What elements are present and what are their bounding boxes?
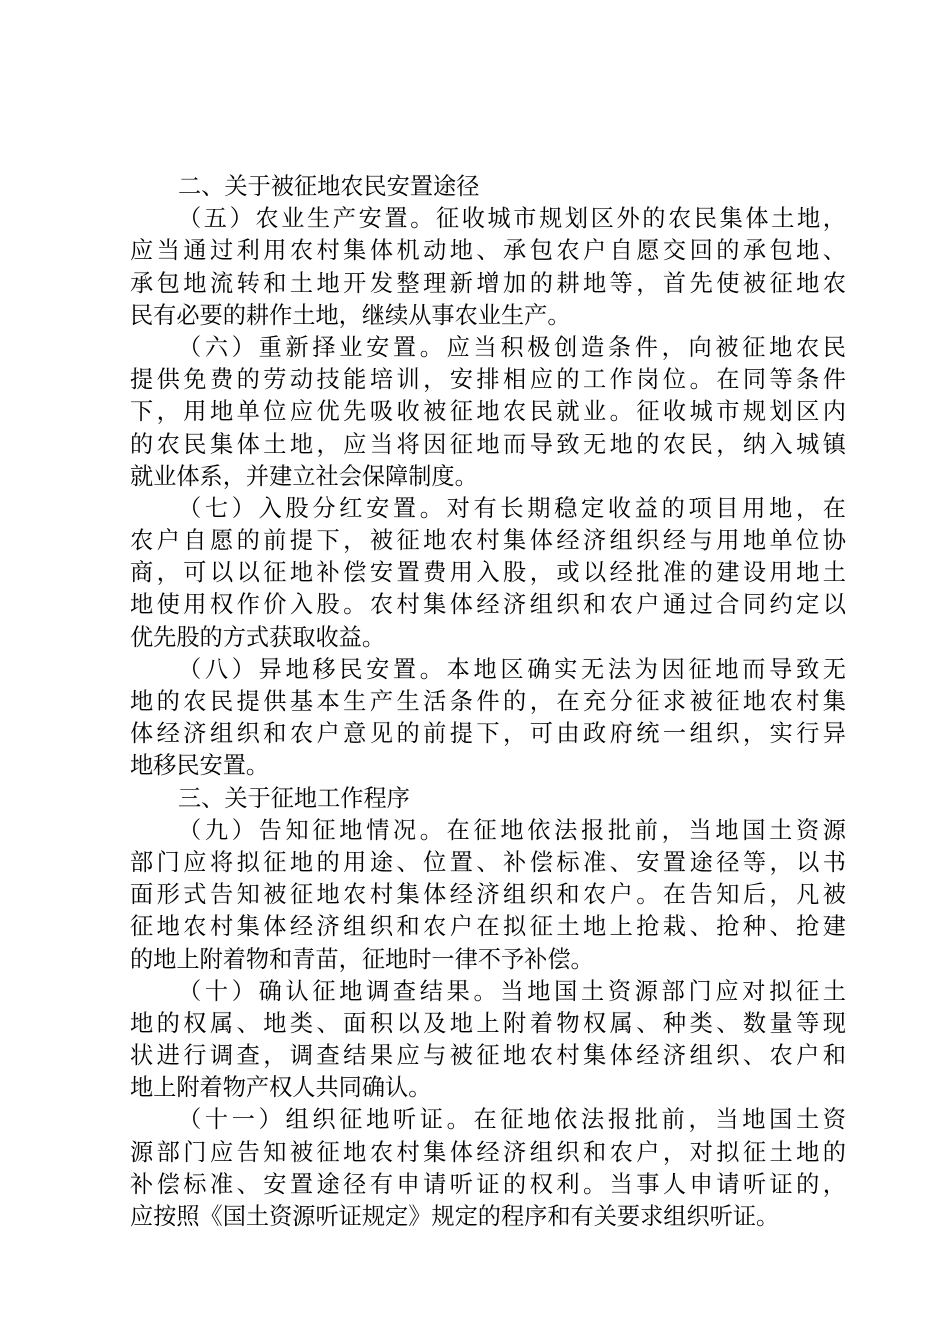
paragraph-line: （十）确认征地调查结果。当地国土资源部门应对拟征土 (178, 977, 846, 1005)
paragraph-line: 地上附着物产权人共同确认。 (130, 1074, 432, 1102)
paragraph-line: 源部门应告知被征地农村集体经济组织和农户，对拟征土地的 (130, 1138, 846, 1166)
paragraph-line: 下，用地单位应优先吸收被征地农民就业。征收城市规划区内 (130, 398, 846, 426)
paragraph-line: （六）重新择业安置。应当积极创造条件，向被征地农民 (178, 333, 846, 361)
paragraph-line: （七）入股分红安置。对有长期稳定收益的项目用地，在 (178, 494, 846, 522)
paragraph-line: 农户自愿的前提下，被征地农村集体经济组织经与用地单位协 (130, 527, 846, 555)
paragraph-item-8 (130, 654, 846, 783)
document-page (130, 171, 846, 1233)
paragraph-item-10 (130, 976, 846, 1105)
paragraph-line: 商，可以以征地补偿安置费用入股，或以经批准的建设用地土 (130, 559, 846, 587)
paragraph-line: 提供免费的劳动技能培训，安排相应的工作岗位。在同等条件 (130, 366, 846, 394)
paragraph-line: （九）告知征地情况。在征地依法报批前，当地国土资源 (178, 816, 846, 844)
paragraph-line: 补偿标准、安置途径有申请听证的权利。当事人申请听证的， (130, 1170, 846, 1198)
paragraph-line: 地使用权作价入股。农村集体经济组织和农户通过合同约定以 (130, 591, 846, 619)
paragraph-line: （十一）组织征地听证。在征地依法报批前，当地国土资 (178, 1106, 846, 1134)
paragraph-line: 民有必要的耕作土地，继续从事农业生产。 (130, 301, 571, 329)
paragraph-item-11 (130, 1104, 846, 1233)
paragraph-line: 面形式告知被征地农村集体经济组织和农户。在告知后，凡被 (130, 881, 846, 909)
paragraph-item-7 (130, 493, 846, 654)
paragraph-line: 的农民集体土地，应当将因征地而导致无地的农民，纳入城镇 (130, 430, 846, 458)
paragraph-line: （八）异地移民安置。本地区确实无法为因征地而导致无 (178, 655, 846, 683)
section-heading: 二、关于被征地农民安置途径 (178, 173, 480, 200)
paragraph-line: 地的权属、地类、面积以及地上附着物权属、种类、数量等现 (130, 1009, 846, 1037)
paragraph-line: 部门应将拟征地的用途、位置、补偿标准、安置途径等，以书 (130, 848, 846, 876)
paragraph-line: 应当通过利用农村集体机动地、承包农户自愿交回的承包地、 (130, 237, 846, 265)
paragraph-item-5 (130, 203, 846, 332)
paragraph-line: 优先股的方式获取收益。 (130, 623, 386, 651)
section-heading: 三、关于征地工作程序 (178, 784, 410, 812)
paragraph-line: （五）农业生产安置。征收城市规划区外的农民集体土地， (178, 205, 846, 233)
paragraph-item-9 (130, 815, 846, 976)
paragraph-line: 地的农民提供基本生产生活条件的，在充分征求被征地农村集 (130, 688, 846, 715)
paragraph-line: 的地上附着物和青苗，征地时一律不予补偿。 (130, 945, 594, 973)
paragraph-line: 承包地流转和土地开发整理新增加的耕地等，首先使被征地农 (130, 269, 846, 297)
paragraph-line: 应按照《国土资源听证规定》规定的程序和有关要求组织听证。 (130, 1203, 780, 1230)
paragraph-line: 征地农村集体经济组织和农户在拟征土地上抢栽、抢种、抢建 (130, 913, 846, 941)
paragraph-item-6 (130, 332, 846, 493)
paragraph-line: 地移民安置。 (130, 752, 270, 780)
paragraph-line: 状进行调查，调查结果应与被征地农村集体经济组织、农户和 (130, 1042, 846, 1070)
paragraph-line: 体经济组织和农户意见的前提下，可由政府统一组织，实行异 (130, 720, 846, 748)
paragraph-line: 就业体系，并建立社会保障制度。 (130, 462, 478, 490)
